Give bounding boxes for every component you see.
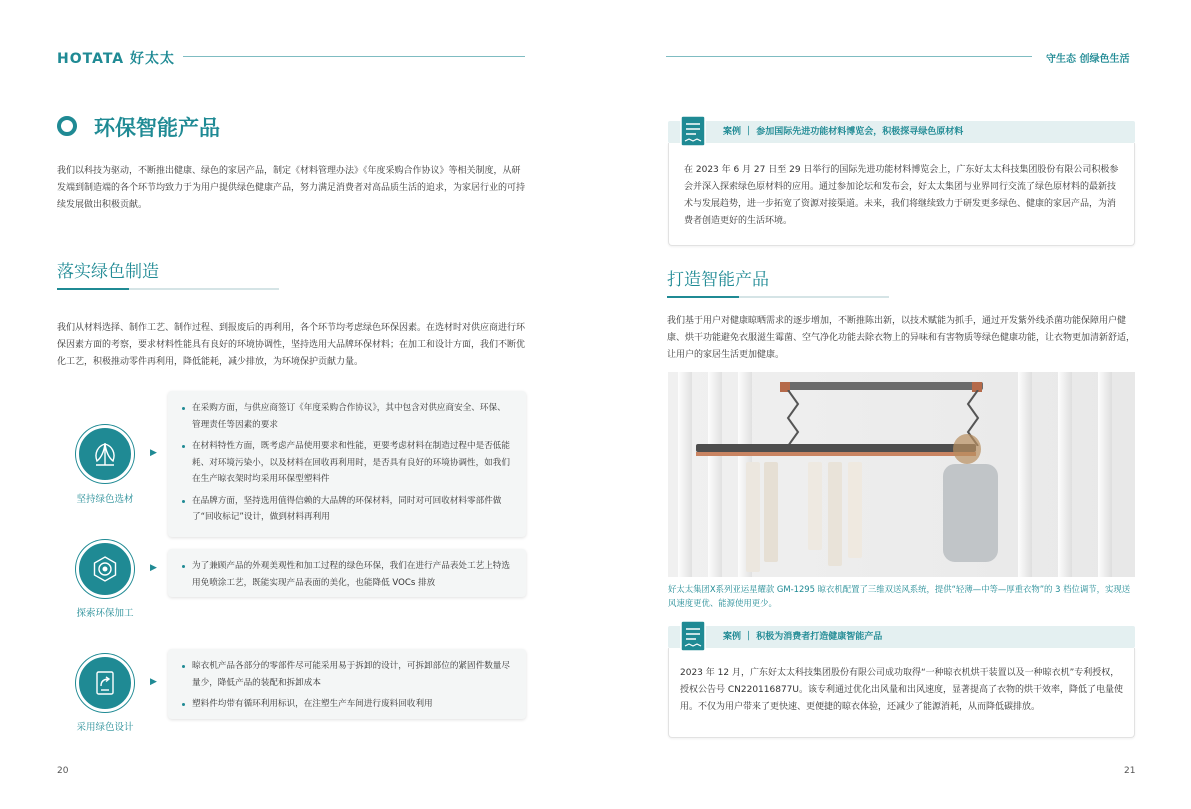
arrow-right-icon: ▶ (150, 448, 157, 458)
product-photo-clothes-dryer (668, 372, 1135, 577)
header-line-left (183, 56, 525, 57)
section-title-green-manufacturing: 落实绿色制造 (57, 262, 159, 282)
recycle-document-icon (88, 666, 122, 700)
leaf-icon (88, 437, 122, 471)
arrow-right-icon: ▶ (150, 563, 157, 573)
title-ring-icon (57, 116, 77, 136)
section-underline (667, 296, 889, 298)
case-title-expo: 案例 ｜ 参加国际先进功能材料博览会，积极探寻绿色原材料 (723, 127, 964, 137)
feature-box-design (168, 649, 526, 719)
case-header-expo (668, 121, 1135, 143)
header-line-right (666, 56, 1032, 57)
feature-box-processing (168, 549, 526, 597)
feature-item: 塑料件均带有循环利用标识，在注塑生产车间进行废料回收利用 (180, 696, 514, 713)
feature-box-materials (168, 391, 526, 537)
feature-item: 晾衣机产品各部分的零部件尽可能采用易于拆卸的设计，可拆卸部位的紧固件数量尽量少，降低产品的装配和拆卸成本 (180, 658, 514, 691)
feature-label-materials: 坚持绿色选材 (76, 494, 134, 505)
case-text-expo: 在 2023 年 6 月 27 日至 29 日举行的国际先进功能材料博览会上，广东好太太科技集团股份有限公司积极参会并深入探索绿色原材料的应用。通过参加论坛和发布会，好太太集团与业界同行交流了绿色原材料的最新技术与发展趋势，进一步拓宽了资源对接渠道。未来，我们将继续致力于研发更多绿色、健康的家居产品，为消费者创造更好的生活环境。 (684, 165, 1119, 226)
page-number-left: 20 (57, 766, 69, 776)
section-underline (57, 288, 279, 290)
feature-icon-circle-materials (76, 425, 134, 483)
case-header-patent (668, 626, 1135, 648)
arrow-right-icon: ▶ (150, 677, 157, 687)
page-number-right: 21 (1124, 766, 1136, 776)
feature-item: 在品牌方面，坚持选用值得信赖的大品牌的环保材料，同时对可回收材料零部件做了“回收标记”设计，做到材料再利用 (180, 493, 514, 526)
hexagon-nut-icon (88, 552, 122, 586)
section-title-smart-products: 打造智能产品 (667, 270, 769, 290)
section-paragraph-smart-products: 我们基于用户对健康晾晒需求的逐步增加，不断推陈出新，以技术赋能为抓手，通过开发紫外线杀菌功能保障用户健康、烘干功能避免衣服滋生霉菌、空气净化功能去除衣物上的异味和有害物质等绿色健康功能，让衣物更加清新舒适，让用户的家居生活更加健康。 (667, 316, 1136, 360)
header-slogan: 守生态 创绿色生活 (1046, 54, 1130, 65)
feature-item: 在材料特性方面，既考虑产品使用要求和性能，更要考虑材料在制造过程中是否低能耗、对环境污染小，以及材料在回收再利用时，是否具有良好的环境协调性，如我们在生产晾衣架时均采用环保型塑料件 (180, 438, 514, 488)
feature-icon-circle-processing (76, 540, 134, 598)
feature-label-processing: 探索环保加工 (76, 608, 134, 619)
page-title: 环保智能产品 (94, 116, 220, 140)
intro-paragraph: 我们以科技为驱动，不断推出健康、绿色的家居产品，制定《材料管理办法》《年度采购合作协议》等相关制度，从研发端到制造端的各个环节均致力于为用户提供绿色健康产品，努力满足消费者对高品质生活的追求，为家居行业的可持续发展做出积极贡献。 (57, 166, 526, 210)
feature-item: 为了兼顾产品的外观美观性和加工过程的绿色环保，我们在进行产品表处工艺上特选用免喷涂工艺，既能实现产品表面的美化，也能降低 VOCs 排放 (180, 558, 514, 591)
feature-label-design: 采用绿色设计 (76, 722, 134, 733)
feature-item: 在采购方面，与供应商签订《年度采购合作协议》，其中包含对供应商安全、环保、管理责任等因素的要求 (180, 400, 514, 433)
brand-logo: HOTATA 好太太 (57, 51, 176, 67)
photo-caption: 好太太集团X系列亚运星耀款 GM-1295 晾衣机配置了三维双送风系统，提供“轻薄—中等—厚重衣物”的 3 档位调节，实现送风速度更优、能源使用更少。 (668, 584, 1131, 608)
case-text-patent: 2023 年 12 月，广东好太太科技集团股份有限公司成功取得“一种晾衣机烘干装置以及一种晾衣机”专利授权，授权公告号 CN220116877U。该专利通过优化出风量和出风速度，显著提高了衣物的烘干效率，降低了电量使用。不仅为用户带来了更快速、更便捷的晾衣体验，还减少了能源消耗，从而降低碳排放。 (680, 668, 1124, 712)
section-paragraph-green-manufacturing: 我们从材料选择、制作工艺、制作过程、到报废后的再利用，各个环节均考虑绿色环保因素。在选材时对供应商进行环保因素方面的考察，要求材料性能具有良好的环境协调性，坚持选用大品牌环保材料；在加工和设计方面，我们不断优化工艺，积极推动零件再利用，降低能耗，减少排放，为环境保护贡献力量。 (57, 323, 526, 367)
case-title-patent: 案例 ｜ 积极为消费者打造健康智能产品 (723, 632, 883, 642)
feature-icon-circle-design (76, 654, 134, 712)
